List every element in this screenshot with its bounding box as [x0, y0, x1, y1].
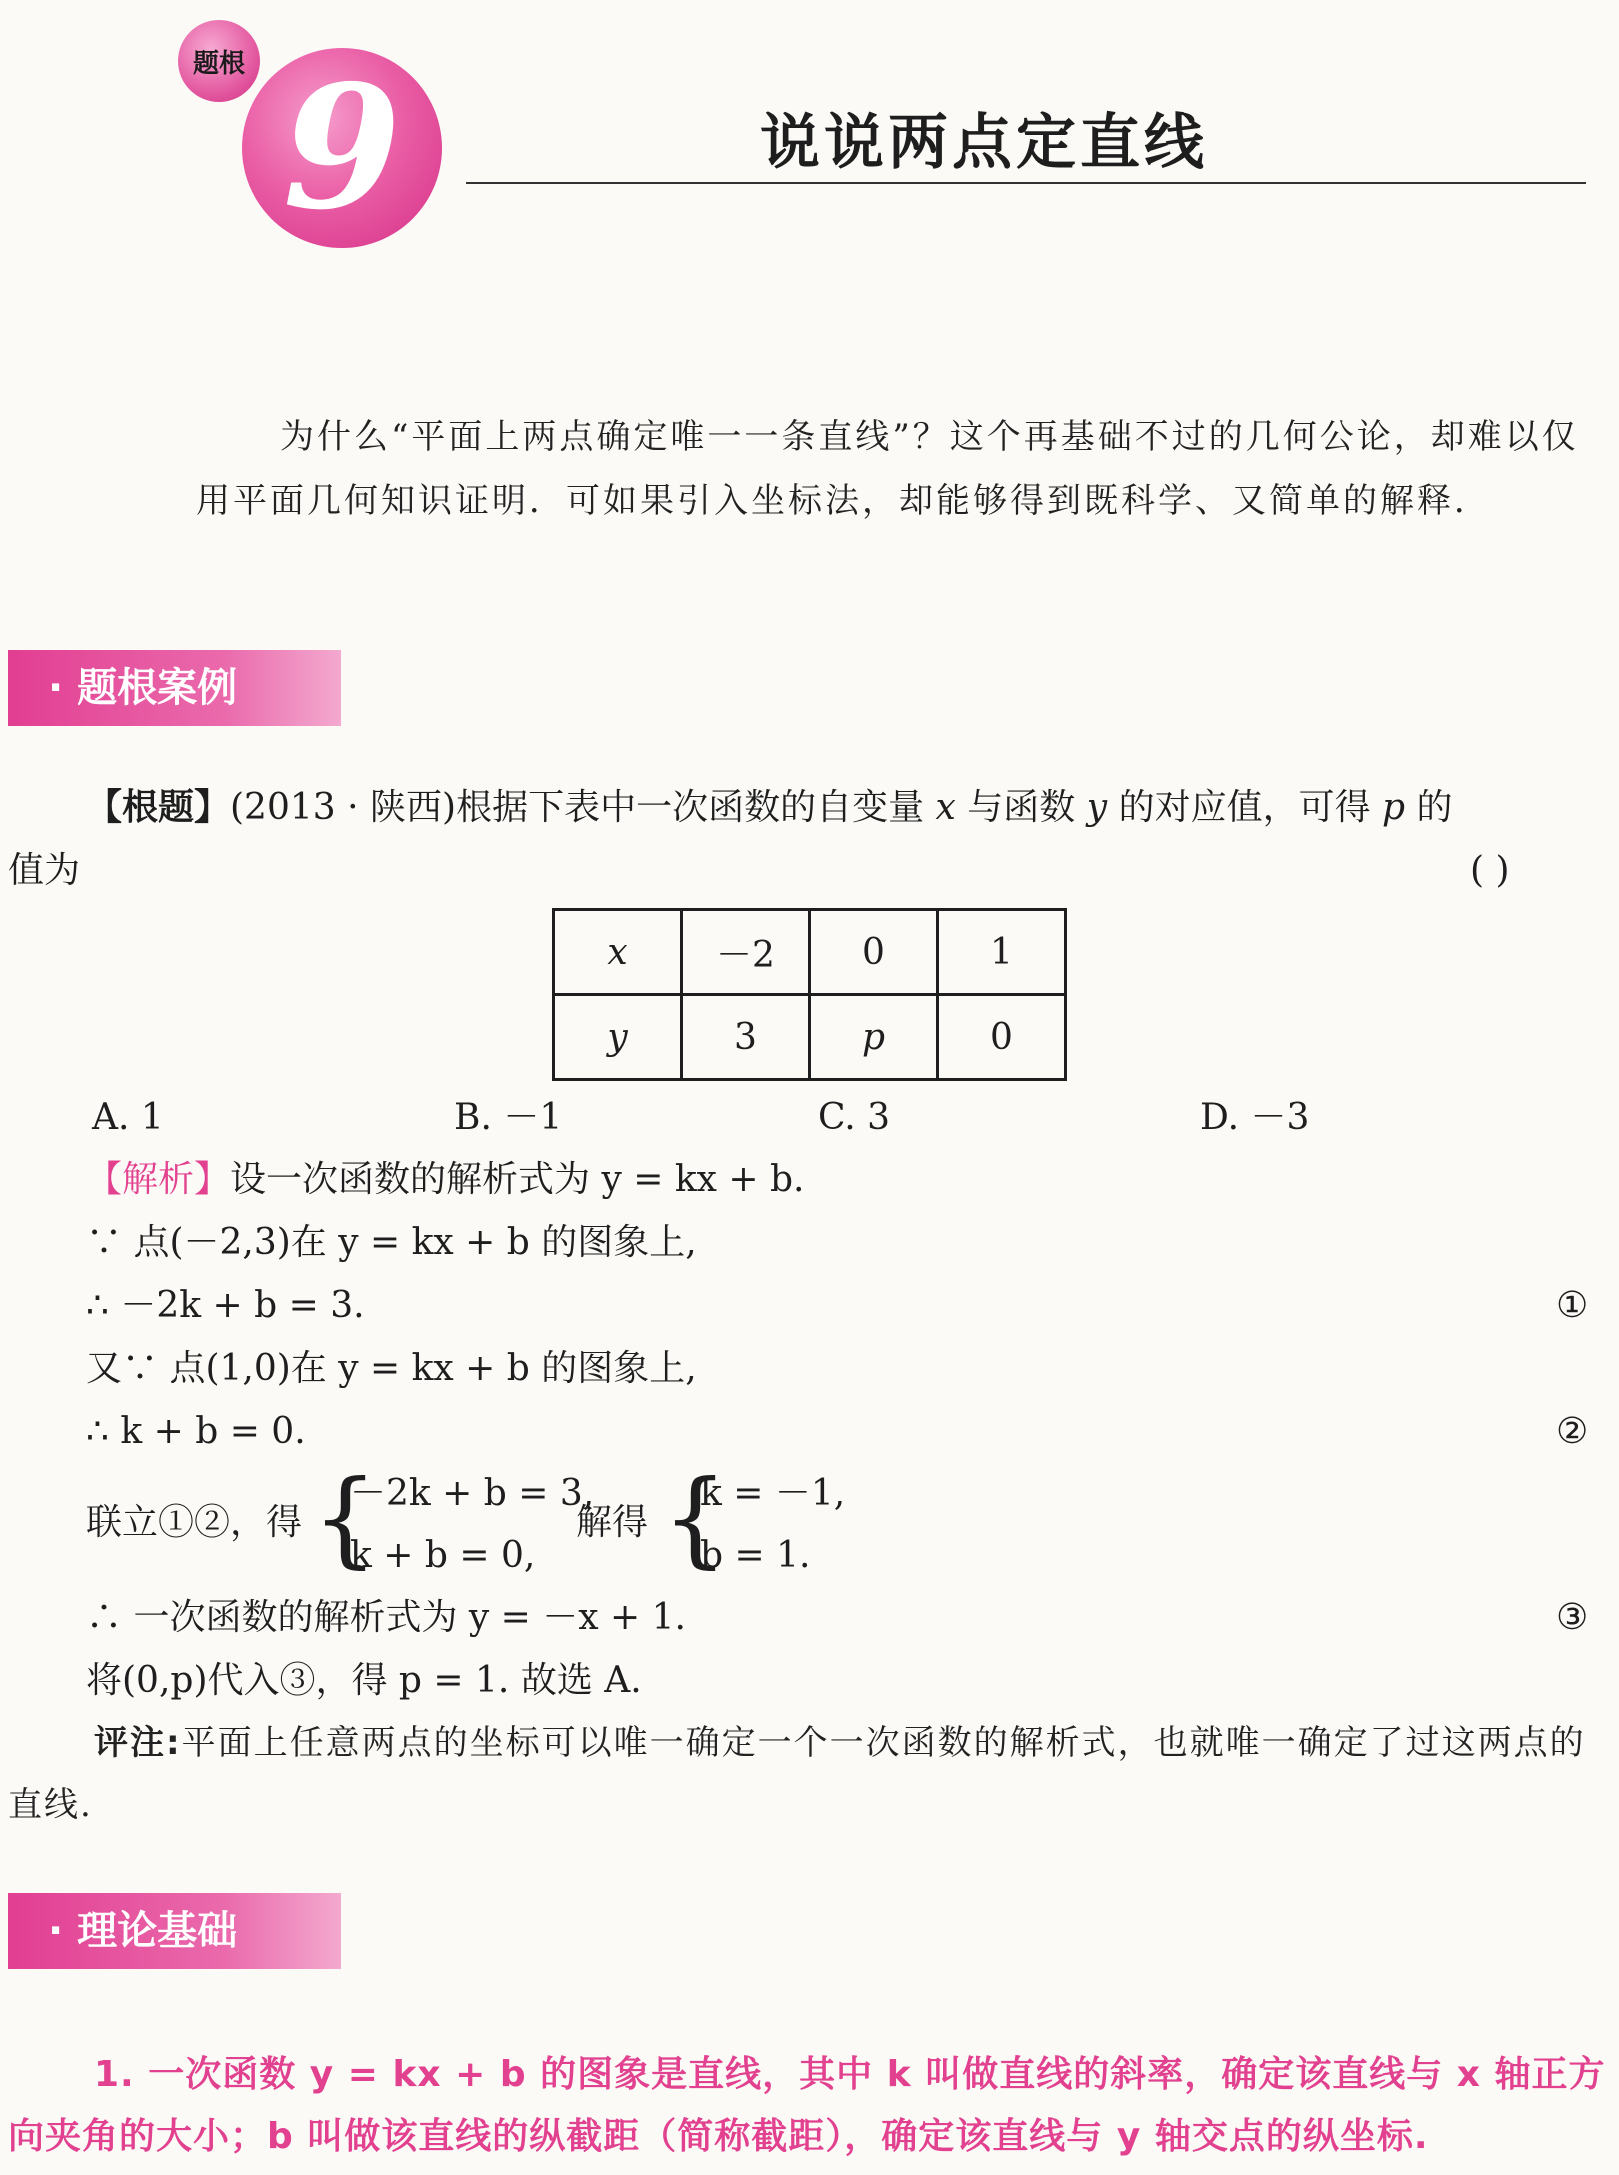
system-1-line-2: k + b = 0, [350, 1535, 536, 1576]
var-x: x [935, 787, 956, 828]
solution-text: 设一次函数的解析式为 y = kx + b. [230, 1159, 805, 1200]
chapter-number: 9 [282, 48, 402, 248]
intro-paragraph [196, 405, 1606, 533]
equation-mark-1: ① [1556, 1285, 1589, 1326]
system-2-line-1: k = －1, [700, 1473, 846, 1514]
solution-line-1 [86, 1152, 805, 1208]
table-cell: 0 [938, 995, 1066, 1080]
var-y: y [1086, 787, 1108, 828]
option-a: A. 1 [92, 1097, 164, 1138]
table-cell: 3 [682, 995, 810, 1080]
solution-line-3: ∴ －2k + b = 3. [86, 1285, 365, 1326]
solution-tag: 【解析】 [86, 1159, 231, 1200]
section-banner-cases: · 题根案例 [8, 650, 341, 726]
system-2-line-2: b = 1. [700, 1535, 811, 1576]
question-text: 根据下表中一次函数的自变量 [456, 787, 925, 828]
comment-label: 评注: [94, 1723, 182, 1763]
value-table [552, 908, 1067, 1081]
system-mid-text: 解得 [576, 1502, 649, 1543]
option-d: D. －3 [1200, 1097, 1310, 1138]
question-line-2: 值为 [8, 850, 81, 891]
solution-line-7: ∴ 一次函数的解析式为 y = －x + 1. [86, 1597, 686, 1638]
title-divider [466, 182, 1586, 184]
table-cell: p [810, 995, 938, 1080]
question-text: 与函数 [967, 787, 1076, 828]
question-text: 的对应值，可得 [1118, 787, 1371, 828]
question-tag: 【根题】 [86, 787, 231, 828]
option-c: C. 3 [818, 1097, 891, 1138]
question-text: 的 [1416, 787, 1453, 828]
comment-text: 平面上任意两点的坐标可以唯一确定一个一次函数的解析式，也就唯一确定了过这两点的直线. [8, 1723, 1586, 1825]
solution-line-5: ∴ k + b = 0. [86, 1411, 306, 1452]
comment-paragraph [8, 1712, 1606, 1836]
solution-line-4: 又∵ 点(1,0)在 y = kx + b 的图象上, [86, 1348, 697, 1389]
option-b: B. －1 [454, 1097, 563, 1138]
table-row [554, 995, 1066, 1080]
equation-mark-3: ③ [1556, 1597, 1589, 1638]
question-source: (2013 · 陕西) [230, 787, 457, 828]
solution-line-2: ∵ 点(－2,3)在 y = kx + b 的图象上, [86, 1222, 697, 1263]
table-cell: 1 [938, 910, 1066, 995]
badge-tag-label: 题根 [192, 49, 245, 79]
table-cell: y [554, 995, 682, 1080]
table-cell: x [554, 910, 682, 995]
table-cell: －2 [682, 910, 810, 995]
table-row [554, 910, 1066, 995]
left-brace-2: { [662, 1457, 729, 1579]
section-banner-theory: · 理论基础 [8, 1893, 341, 1969]
intro-text: 为什么“平面上两点确定唯一一条直线”？这个再基础不过的几何公论，却难以仅用平面几何知识证明．可如果引入坐标法，却能够得到既科学、又简单的解释． [196, 417, 1579, 521]
theory-text: 1. 一次函数 y = kx + b 的图象是直线，其中 k 叫做直线的斜率，确定该直线与 x 轴正方向夹角的大小；b 叫做该直线的纵截距（简称截距），确定该直线与 y 轴交点的纵坐标. [8, 2054, 1606, 2157]
system-1-line-1: －2k + b = 3, [350, 1473, 595, 1514]
equation-mark-2: ② [1556, 1411, 1589, 1452]
system-prefix: 联立①②，得 [86, 1502, 303, 1543]
chapter-title: 说说两点定直线 [760, 108, 1208, 178]
var-p: p [1382, 787, 1406, 828]
table-cell: 0 [810, 910, 938, 995]
question-line-1 [86, 780, 1453, 836]
left-brace-1: { [312, 1457, 379, 1579]
answer-blank: ( ) [1470, 850, 1510, 891]
theory-paragraph [8, 2044, 1606, 2168]
solution-line-8: 将(0,p)代入③，得 p = 1. 故选 A. [86, 1660, 642, 1701]
